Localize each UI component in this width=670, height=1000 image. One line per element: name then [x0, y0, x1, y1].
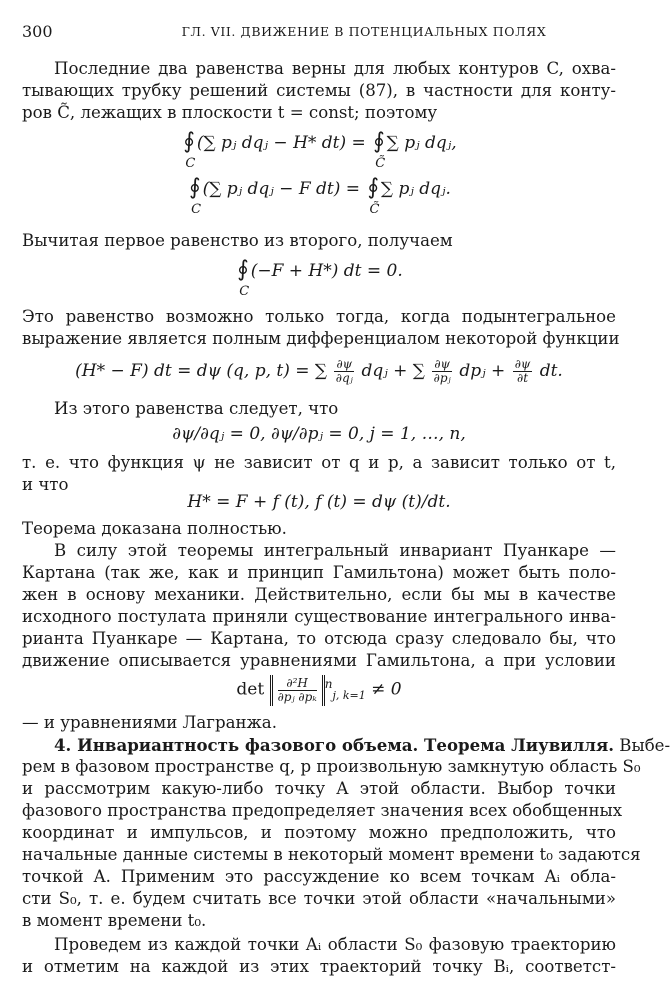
partial-fraction: $\frac{\partial\psi}{\text{∂qⱼ}}$: [335, 357, 353, 385]
equation-6: [0, 490, 638, 514]
text-line: тывающих трубку решений системы (87), в частности для конту-: [22, 81, 616, 100]
text-line: рианта Пуанкаре — Картана, то отсюда сразу следовало бы, что: [22, 629, 616, 648]
equation-2-left: (∑ pⱼ dqⱼ − F dt) =: [202, 179, 361, 199]
equation-4: [0, 358, 638, 385]
equation-1-left: (∑ pⱼ dqⱼ − H* dt) =: [196, 133, 366, 153]
text-fragment: Выбе-: [614, 736, 670, 755]
text-line: [54, 734, 670, 757]
page-header: [22, 22, 616, 42]
text-line: начальные данные системы в некоторый момент времени t₀ задаются: [22, 845, 641, 864]
det-label: det: [236, 679, 265, 700]
page-number: 300: [22, 22, 53, 41]
text-line: Проведем из каждой точки Aᵢ области S₀ фазовую траекторию: [54, 935, 616, 954]
text-line: фазового пространства предопределяет значения всех обобщенных: [22, 801, 623, 820]
equation-3-body: (−F + H*) dt = 0.: [250, 261, 403, 281]
det-matrix: [270, 675, 325, 706]
contour-label: C: [191, 202, 202, 217]
text-line: Последние два равенства верны для любых контуров C, охва-: [54, 59, 616, 78]
text-line: ров C̃, лежащих в плоскости t = const; поэтому: [22, 103, 438, 122]
section-heading: 4. Инвариантность фазового объема. Теорема Лиувилля.: [54, 735, 615, 755]
text-line: и отметим на каждой из этих траекторий точку Bᵢ, соответст-: [22, 957, 616, 976]
running-head: ГЛ. VII. ДВИЖЕНИЕ В ПОТЕНЦИАЛЬНЫХ ПОЛЯХ: [181, 24, 547, 39]
equation-4-end: dt.: [539, 361, 563, 381]
equation-5-body: ∂ψ/∂qⱼ = 0, ∂ψ/∂pⱼ = 0, j = 1, …, n,: [172, 424, 466, 444]
text-line: и что: [22, 475, 69, 494]
text-line: — и уравнениями Лагранжа.: [22, 713, 277, 732]
text-line: Из этого равенства следует, что: [54, 399, 339, 418]
text-line: в момент времени t₀.: [22, 911, 207, 930]
text-line: Вычитая первое равенство из второго, получаем: [22, 231, 453, 250]
equation-4-mid: dqⱼ + ∑: [361, 361, 425, 381]
text-line: Это равенство возможно только тогда, когда подынтегральное: [22, 307, 616, 326]
text-line: рем в фазовом пространстве q, p произвольную замкнутую область S₀: [22, 757, 641, 776]
text-line: жен в основу механики. Действительно, если бы мы в качестве: [22, 585, 616, 604]
equation-4-left: (H* − F) dt = dψ (q, p, t) = ∑: [75, 361, 328, 381]
equation-det: [0, 672, 638, 708]
text-line: выражение является полным дифференциалом некоторой функции: [22, 329, 620, 348]
equation-2: ∮ C (∑ pⱼ dqⱼ − F dt) = ∮ C̃ ∑ pⱼ dqⱼ.: [0, 176, 638, 201]
text-line: движение описывается уравнениями Гамильтона, а при условии: [22, 651, 616, 670]
text-line: т. е. что функция ψ не зависит от q и p, а зависит только от t,: [22, 453, 616, 472]
contour-label: C̃: [375, 156, 386, 171]
det-relation: ≠ 0: [371, 679, 402, 700]
det-subscript: j, k=1: [332, 689, 366, 703]
contour-label: C: [185, 156, 196, 171]
equation-4-mid2: dpⱼ +: [459, 361, 506, 381]
partial-fraction: $\frac{\partial\psi}{\partial t}$: [514, 357, 531, 385]
equation-3: ∮ C (−F + H*) dt = 0.: [0, 258, 638, 283]
partial-fraction: $\frac{\partial\psi}{\text{∂pⱼ}}$: [433, 357, 451, 385]
text-line: Картана (так же, как и принцип Гамильтона) может быть поло-: [22, 563, 616, 582]
text-line: и рассмотрим какую-либо точку A этой области. Выбор точки: [22, 779, 616, 798]
contour-label: C: [239, 284, 250, 299]
text-line: сти S₀, т. е. будем считать все точки этой области «начальными»: [22, 889, 616, 908]
text-line: Теорема доказана полностью.: [22, 519, 287, 538]
text-line: В силу этой теоремы интегральный инвариант Пуанкаре —: [54, 541, 616, 560]
equation-2-right: ∑ pⱼ dqⱼ.: [380, 179, 451, 199]
equation-6-body: H* = F + f (t), f (t) = dψ (t)/dt.: [187, 492, 451, 512]
equation-5: [0, 422, 638, 446]
text-line: точкой A. Применим это рассуждение ко всем точкам Aᵢ обла-: [22, 867, 616, 886]
text-line: исходного постулата приняли существование интегрального инва-: [22, 607, 616, 626]
equation-1: ∮ C (∑ pⱼ dqⱼ − H* dt) = ∮ C̃ ∑ pⱼ dqⱼ,: [0, 130, 638, 155]
partial-fraction: $\frac{\text{∂²H}}{\text{∂pⱼ ∂pₖ}}$: [277, 675, 317, 704]
contour-label: C̃: [369, 202, 380, 217]
text-line: координат и импульсов, и поэтому можно предположить, что: [22, 823, 616, 842]
equation-1-right: ∑ pⱼ dqⱼ,: [386, 133, 457, 153]
det-superscript: n: [324, 677, 333, 691]
